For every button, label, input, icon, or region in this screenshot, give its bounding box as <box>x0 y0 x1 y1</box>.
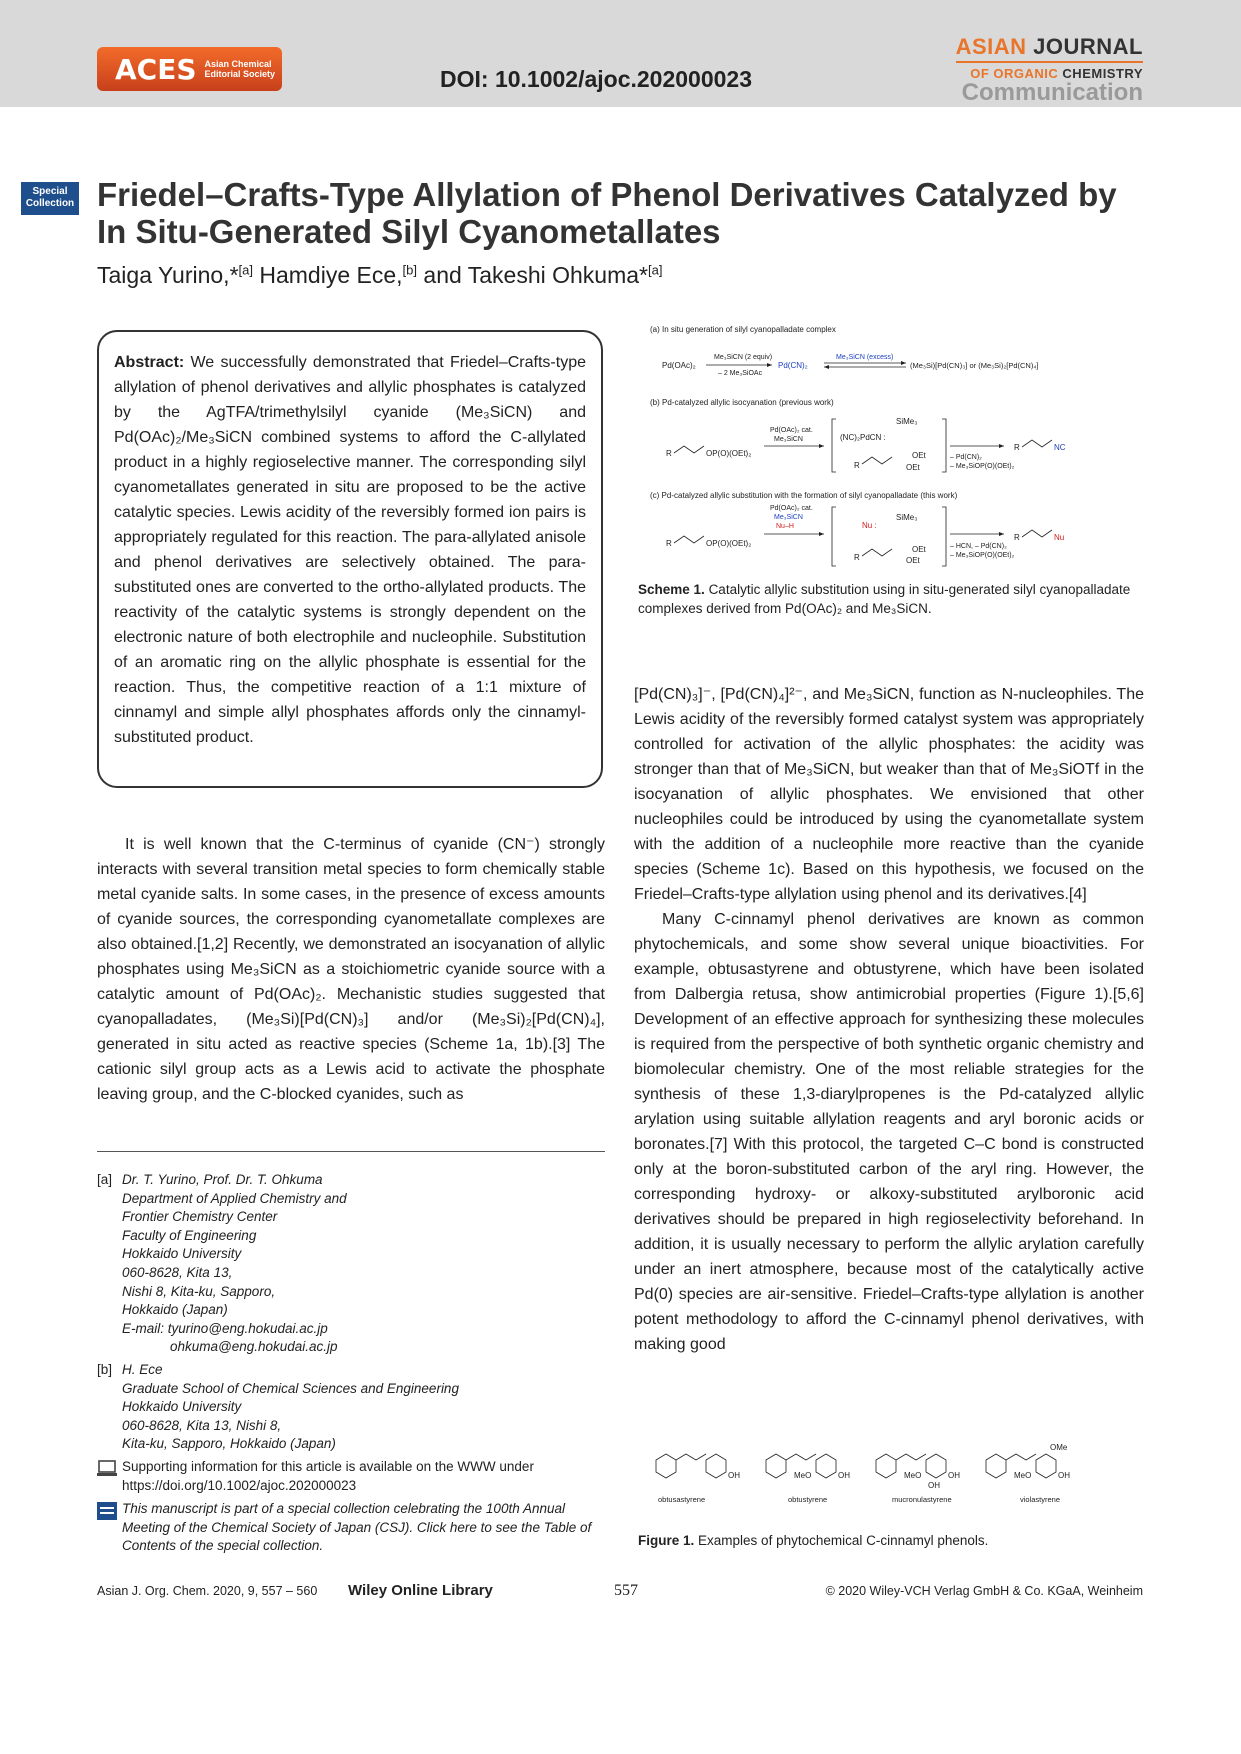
svg-text:OH: OH <box>838 1471 850 1480</box>
scheme-a-end: (Me₃Si)[Pd(CN)₃] or (Me₃Si)₂[Pd(CN)₄] <box>910 361 1039 370</box>
svg-text:OEt: OEt <box>906 556 920 565</box>
logo-sub-text: Asian Chemical Editorial Society <box>204 59 276 79</box>
page-number: 557 <box>614 1582 638 1599</box>
svg-text:OP(O)(OEt)₂: OP(O)(OEt)₂ <box>706 539 752 548</box>
scheme-b-product: NC <box>1054 443 1066 452</box>
svg-text:R: R <box>854 461 860 470</box>
special-collection-icon <box>97 1502 117 1520</box>
paragraph: Many C-cinnamyl phenol derivatives are known as common phytochemicals, and some show several unique bioactivities. For example, obtusastyrene and obtustyrene, which have been isolated from Dalbergia retusa, show antimicrobial properties (Figure 1).[5,6] Development of an effective approach for synthesizing these molecules is required from the perspective of both synthetic organic chemistry and biomolecular chemistry. One of the most reliable strategies for the synthesis of these 1,3-diarylpropenes is the Pd-catalyzed allylic arylation using suitable allylation reagents and aryl boronic acids or boronates.[7] With this protocol, the targeted C–C bond is constructed only at the boron-substituted carbon of the aryl ring. However, the corresponding hydroxy- or alkoxy-substituted arylboronic acid derivatives should be prepared in high regioselectivity beforehand. In addition, it is usually necessary to perform the allylic arylation carefully under an inert atmosphere, because most of the catalytically active Pd(0) species are air-sensitive. Friedel–Crafts-type allylation is another potent methodology to afford the C-cinnamyl phenol derivatives, with making good <box>634 911 1144 1353</box>
figure-1-graphic <box>648 1440 1138 1520</box>
svg-text:OEt: OEt <box>912 545 926 554</box>
body-text-right <box>634 682 1144 1357</box>
structure-obtusastyrene <box>656 1454 726 1478</box>
scheme-a-title: (a) In situ generation of silyl cyanopalladate complex <box>650 325 836 334</box>
footnote-divider <box>97 1151 605 1152</box>
figure-label-2: obtustyrene <box>788 1495 828 1504</box>
figure-label-1: obtusastyrene <box>658 1495 706 1504</box>
scheme-c-title: (c) Pd-catalyzed allylic substitution with the formation of silyl cyanopalladate (this work) <box>650 491 958 500</box>
scheme-1-graphic <box>644 320 1144 570</box>
figure-label-4: violastyrene <box>1020 1495 1061 1504</box>
svg-text:Me₃SiCN (2 equiv): Me₃SiCN (2 equiv) <box>714 354 773 361</box>
svg-text:Me₃SiCN (excess): Me₃SiCN (excess) <box>836 354 894 361</box>
svg-text:MeO: MeO <box>1014 1471 1032 1480</box>
figure-caption: Figure 1. Examples of phytochemical C-cinnamyl phenols. <box>638 1533 989 1548</box>
svg-text:MeO: MeO <box>904 1471 922 1480</box>
svg-text:OP(O)(OEt)₂: OP(O)(OEt)₂ <box>706 449 752 458</box>
svg-text:– Pd(CN)₂: – Pd(CN)₂ <box>950 454 982 461</box>
figure-label-3: mucronulastyrene <box>892 1495 952 1504</box>
svg-text:R: R <box>1014 533 1020 542</box>
aces-logo[interactable] <box>97 47 282 91</box>
svg-text:Pd(OAc)₂ cat.: Pd(OAc)₂ cat. <box>770 427 813 434</box>
svg-text:R: R <box>1014 443 1020 452</box>
scheme-c-product: Nu <box>1054 533 1065 542</box>
abstract-label: Abstract: <box>114 354 185 371</box>
footer-copyright: © 2020 Wiley-VCH Verlag GmbH & Co. KGaA, Weinheim <box>825 1584 1143 1598</box>
svg-text:OH: OH <box>928 1481 940 1490</box>
svg-text:OH: OH <box>1058 1471 1070 1480</box>
svg-text:OMe: OMe <box>1050 1443 1068 1452</box>
svg-text:Pd(OAc)₂ cat.: Pd(OAc)₂ cat. <box>770 505 813 512</box>
body-text-left <box>97 832 605 1107</box>
author-2: Hamdiye Ece, <box>259 262 403 288</box>
svg-text:R: R <box>666 449 672 458</box>
svg-text:– 2 Me₃SiOAc: – 2 Me₃SiOAc <box>718 370 763 377</box>
svg-text:– Me₃SiOP(O)(OEt)₂: – Me₃SiOP(O)(OEt)₂ <box>950 552 1015 559</box>
scheme-caption: Scheme 1. Catalytic allylic substitution using in situ-generated silyl cyanopalladate complexes derived from Pd(OAc)₂ and Me₃SiCN. <box>638 582 1131 616</box>
footer-citation: Asian J. Org. Chem. 2020, 9, 557 – 560 <box>97 1584 318 1598</box>
author-list: Taiga Yurino,*[a] Hamdiye Ece,[b] and Takeshi Ohkuma*[a] <box>97 262 663 288</box>
article-title: Friedel–Crafts-Type Allylation of Phenol Derivatives Catalyzed by In Situ-Generated Silyl Cyanometallates <box>97 176 1117 250</box>
svg-text:OH: OH <box>728 1471 740 1480</box>
svg-text:SiMe₃: SiMe₃ <box>896 417 918 426</box>
svg-text:OEt: OEt <box>906 463 920 472</box>
abstract-text: We successfully demonstrated that Friedel–Crafts-type allylation of phenol derivatives and allylic phosphates is catalyzed by the AgTFA/trimethylsilyl cyanide (Me₃SiCN) and Pd(OAc)₂/Me₃SiCN combined systems to afford the C-allylated product in a highly regioselective manner. The corresponding silyl cyanometallates generated in situ are proposed to be the active catalytic species. Lewis acidity of the reversibly formed ion pairs is appropriately regulated for this reaction. The para-allylated anisole and phenol derivatives are selectively obtained. The para-substituted ones are converted to the ortho-allylated products. The reactivity of the catalytic systems is strongly dependent on the electronic nature of both electrophile and nucleophile. Substitution of an aromatic ring on the allylic phosphate is essential for the reaction. Thus, the competitive reaction of a 1:1 mixture of cinnamyl and simple allyl phosphates affords only the cinnamyl-substituted product. <box>114 354 586 746</box>
scheme-c-nu: Nu : <box>862 521 877 530</box>
affiliation-b: [b] H. Ece Graduate School of Chemical Sciences and Engineering Hokkaido University 060-8628, Kita 13, Nishi 8, Kita-ku, Sapporo, Hokkaido (Japan) <box>97 1362 459 1452</box>
svg-text:MeO: MeO <box>794 1471 812 1480</box>
svg-text:R: R <box>666 539 672 548</box>
article-type: Communication <box>961 79 1143 106</box>
svg-text:SiMe₃: SiMe₃ <box>896 513 918 522</box>
paragraph: [Pd(CN)₃]⁻, [Pd(CN)₄]²⁻, and Me₃SiCN, function as N-nucleophiles. The Lewis acidity of the reversibly formed catalyst system was appropriately controlled for activation of the allylic phosphates: the acidity was stronger than that of Me₃SiCN, but weaker than that of Me₃SiOTf in the isocyanation of allylic phosphates. We envisioned that other nucleophiles could be introduced by using the cyanometallate system with the addition of a nucleophile more reactive than the cyanide species (Scheme 1c). Based on this hypothesis, we focused on the Friedel–Crafts-type allylation using phenol and its derivatives.[4] <box>634 686 1144 903</box>
email-1[interactable]: E-mail: tyurino@eng.hokudai.ac.jp <box>122 1320 328 1336</box>
logo-main-text: ACES <box>115 52 197 86</box>
special-collection-note[interactable]: This manuscript is part of a special collection celebrating the 100th Annual Meeting of the Chemical Society of Japan (CSJ). Click here to see the Table of Contents of the special collection. <box>97 1500 607 1556</box>
author-1: Taiga Yurino,* <box>97 262 239 288</box>
scheme-a-start: Pd(OAc)₂ <box>662 361 696 370</box>
affiliation-a: [a] Dr. T. Yurino, Prof. Dr. T. Ohkuma Department of Applied Chemistry and Frontier Chemistry Center Faculty of Engineering Hokkaido University 060-8628, Kita 13, Nishi 8, Kita-ku, Sapporo, Hokkaido (Japan) E-mail: tyurino@eng.hokudai.ac.jp ohkuma@eng.hokudai.ac.jp <box>97 1171 347 1357</box>
abstract-box <box>97 330 603 788</box>
doi-link[interactable]: DOI: 10.1002/ajoc.202000023 <box>440 66 753 92</box>
scheme-b-complex: (NC)₂PdCN : <box>840 433 886 442</box>
svg-text:OH: OH <box>948 1471 960 1480</box>
journal-logo: ASIAN JOURNAL OF ORGANIC CHEMISTRY Communication <box>955 34 1143 106</box>
special-collection-badge[interactable]: Special Collection <box>21 182 79 215</box>
scheme-a-mid: Pd(CN)₂ <box>778 361 808 370</box>
paragraph: It is well known that the C-terminus of cyanide (CN⁻) strongly interacts with several transition metal species to form chemically stable metal cyanide salts. In some cases, in the presence of excess amounts of cyanide sources, the corresponding cyanometallate complexes are also obtained.[1,2] Recently, we demonstrated an isocyanation of allylic phosphates using Me₃SiCN as a stoichiometric cyanide source with a catalytic amount of Pd(OAc)₂. Mechanistic studies suggested that cyanopalladates, (Me₃Si)[Pd(CN)₃] and/or (Me₃Si)₂[Pd(CN)₄], generated in situ acted as reactive species (Scheme 1a, 1b).[3] The cationic silyl group acts as a Lewis acid to activate the phosphate leaving group, and the C-blocked cyanides, such as <box>97 836 605 1103</box>
wiley-online-library-link[interactable]: Wiley Online Library <box>348 1582 493 1599</box>
supporting-info-note[interactable]: Supporting information for this article is available on the WWW under https://doi.org/10.1002/ajoc.202000023 <box>97 1458 607 1495</box>
author-3: and Takeshi Ohkuma* <box>423 262 649 288</box>
computer-icon <box>97 1460 117 1478</box>
email-2[interactable]: ohkuma@eng.hokudai.ac.jp <box>170 1339 338 1355</box>
svg-text:– HCN, – Pd(CN)₂: – HCN, – Pd(CN)₂ <box>950 543 1007 550</box>
svg-text:Me₃SiCN: Me₃SiCN <box>774 514 803 521</box>
svg-text:– Me₃SiOP(O)(OEt)₂: – Me₃SiOP(O)(OEt)₂ <box>950 463 1015 470</box>
svg-text:OEt: OEt <box>912 451 926 460</box>
svg-text:Nu–H: Nu–H <box>776 523 794 530</box>
svg-text:R: R <box>854 553 860 562</box>
scheme-b-title: (b) Pd-catalyzed allylic isocyanation (previous work) <box>650 398 834 407</box>
svg-text:Me₃SiCN: Me₃SiCN <box>774 436 803 443</box>
